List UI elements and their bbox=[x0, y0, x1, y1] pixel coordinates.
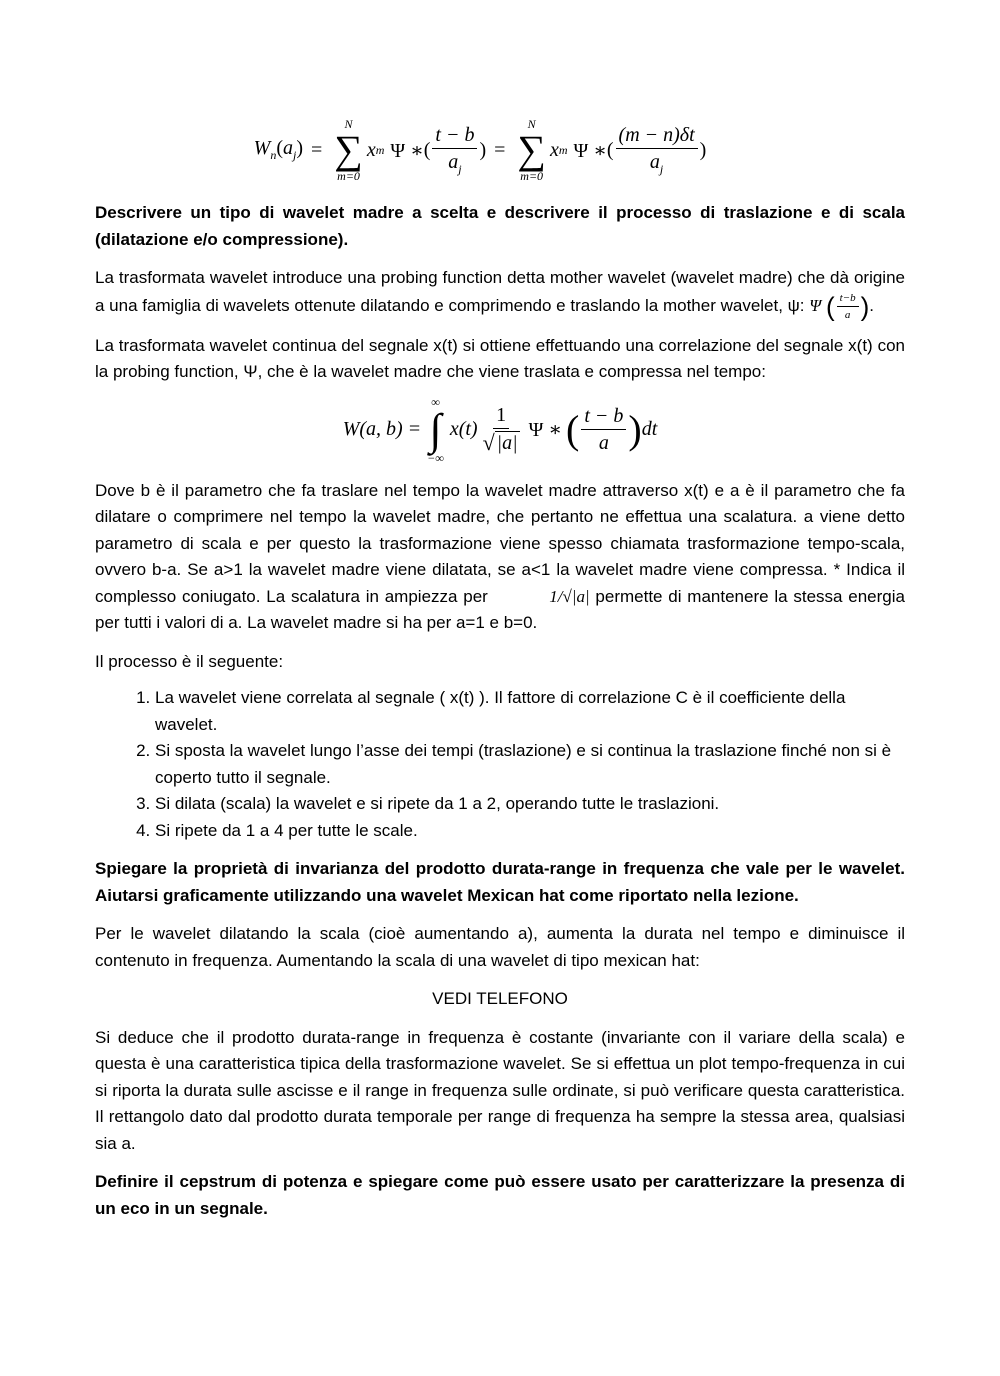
list-item: 1. La wavelet viene correlata al segnale ( x(t) ). Il fattore di correlazione C è il coefficiente della wavelet. bbox=[155, 685, 905, 738]
list-item: 2. Si sposta la wavelet lungo l’asse dei tempi (traslazione) e si continua la traslazione finché non si è coperto tutto il segnale. bbox=[155, 738, 905, 791]
eq1-lhs: $W_n(a_j)$ bbox=[253, 137, 304, 162]
process-steps-list bbox=[95, 685, 905, 844]
list-item: 3. Si dilata (scala) la wavelet e si ripete da 1 a 2, operando tutte le traslazioni. bbox=[155, 791, 905, 818]
eq1-fraction-2: $\frac{(m - n)\delta t}{a_j}$ bbox=[616, 124, 698, 176]
wavelet-discrete-equation: $W_n(a_j)$ = N ∑ m=0 x m Ψ ∗ ( $\frac{t - b}{a_j}$ ) = N ∑ m=0 x m Ψ ∗ ( $\frac{(m - n)\delta t}{a_j}$ ) bbox=[253, 117, 707, 183]
paragraph-mexican-hat: Per le wavelet dilatando la scala (cioè aumentando a), aumenta la durata nel tempo e diminuisce il contenuto in frequenza. Aumentando la scala di una wavelet di tipo mexican hat: bbox=[95, 924, 905, 970]
summation-symbol: N ∑ m=0 bbox=[334, 117, 363, 183]
document-page bbox=[95, 110, 905, 1222]
question-2: Spiegare la proprietà di invarianza del prodotto durata-range in frequenza che vale per le wavelet. Aiutarsi graficamente utilizzando una wavelet Mexican hat come riportato nella lezione. bbox=[95, 859, 905, 905]
question-1: Descrivere un tipo di wavelet madre a scelta e descrivere il processo di traslazione e di scala (dilatazione e/o compressione). bbox=[95, 203, 905, 249]
paragraph-process-intro: Il processo è il seguente: bbox=[95, 651, 284, 671]
paragraph-mother-wavelet: La trasformata wavelet introduce una probing function detta mother wavelet (wavelet madre) che dà origine a una famiglia di wavelets ottenute dilatando e comprimendo e traslando la mother wavelet, ψ: Ψ ( $\frac{t-b}{a}$ ). bbox=[95, 268, 905, 322]
paragraph-invariance: Si deduce che il prodotto durata-range in frequenza è costante (invariante con il variare della scala) e questa è una caratteristica tipica della trasformazione wavelet. Se si effettua un plot tempo-frequenza in cui si riporta la durata sulle ascisse e il range in frequenza sulle ordinate, si può verificare questa caratteristica. Il rettangolo dato dal prodotto durata temporale per range di frequenza ha sempre la stessa area, qualsiasi sia a. bbox=[95, 1027, 905, 1153]
paragraph-parameters: Dove b è il parametro che fa traslare nel tempo la wavelet madre attraverso x(t) e a è il parametro che fa dilatare o comprimere nel tempo la wavelet madre, che pertanto ne effettua una scalatura. a viene detto parametro di scala e per questo la trasformazione viene spesso chiamata trasformazione tempo-scala, ovvero b-a. Se a>1 la wavelet madre viene dilatata, se a<1 la wavelet madre viene compressa. * Indica il complesso coniugato. La scalatura in ampiezza per 1/√|a| permette di mantenere la stessa energia per tutti i valori di a. La wavelet madre si ha per a=1 e b=0. bbox=[95, 480, 905, 633]
continuous-wavelet-equation: W(a, b) = ∞ ∫ −∞ x(t) 1 √ |a| Ψ ∗ ( $\frac{t - b}{a}$ ) dt bbox=[342, 394, 658, 465]
paragraph-continuous-transform: La trasformata wavelet continua del segnale x(t) si ottiene effettuando una correlazione del segnale x(t) con la probing function, Ψ, che è la wavelet madre che viene traslata e compressa nel tempo: bbox=[95, 335, 905, 382]
eq2-normalization-fraction: 1 √ |a| bbox=[482, 404, 518, 456]
amplitude-scaling-factor: 1/√|a| bbox=[549, 586, 590, 606]
see-phone-note: VEDI TELEFONO bbox=[432, 989, 568, 1009]
question-3: Definire il cepstrum di potenza e spiegare come può essere usato per caratterizzare la presenza di un eco in un segnale. bbox=[95, 1172, 905, 1218]
integral-symbol: ∞ ∫ −∞ bbox=[427, 394, 444, 465]
eq1-fraction-1: $\frac{t - b}{a_j}$ bbox=[432, 124, 477, 176]
eq2-fraction: $\frac{t - b}{a}$ bbox=[581, 405, 626, 454]
summation-symbol-2: N ∑ m=0 bbox=[517, 117, 546, 183]
list-item: 4. Si ripete da 1 a 4 per tutte le scale. bbox=[155, 818, 905, 845]
